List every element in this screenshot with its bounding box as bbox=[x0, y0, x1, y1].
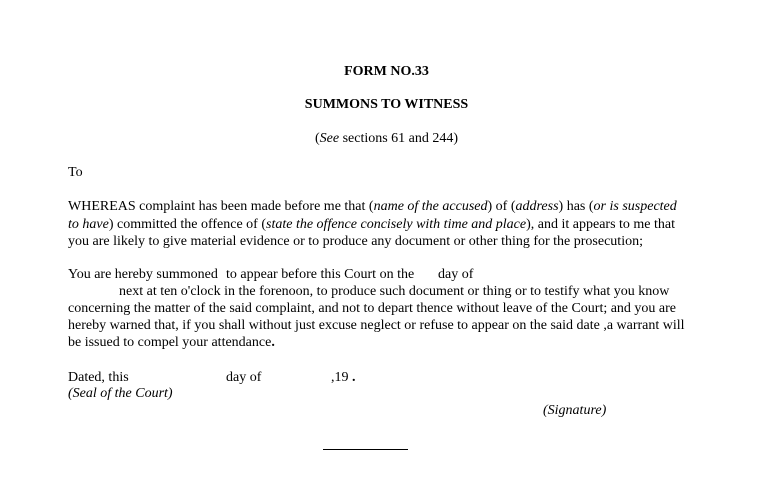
whereas-text-4: ) committed the offence of ( bbox=[108, 217, 267, 232]
whereas-line-3: you are likely to give material evidence or to produce any document or other thing for the prosecution; bbox=[68, 234, 643, 249]
signature bbox=[543, 402, 606, 420]
whereas-line-1 bbox=[68, 198, 677, 216]
dated-year-dot: . bbox=[352, 370, 356, 385]
whereas-italic-accused: name of the accused bbox=[373, 199, 488, 214]
dated-year-text: ,19 bbox=[331, 370, 349, 385]
seal-of-court bbox=[68, 385, 173, 403]
whereas-italic-to-have: to have bbox=[68, 217, 109, 232]
reference-open: ( bbox=[314, 131, 320, 146]
dated-label: Dated, this bbox=[68, 370, 129, 385]
section-reference bbox=[0, 130, 773, 148]
whereas-text-5: ), and it appears to me that bbox=[526, 217, 676, 232]
summons-line-3: concerning the matter of the said complaint, and not to depart thence without leave of the Court; and you are bbox=[68, 301, 677, 316]
reference-see: See bbox=[319, 131, 340, 146]
dated-year bbox=[331, 369, 356, 387]
whereas-italic-suspected: or is suspected bbox=[593, 199, 677, 214]
whereas-text-1: WHEREAS complaint has been made before me that ( bbox=[68, 199, 374, 214]
summons-line-5-text: be issued to compel your attendance bbox=[68, 335, 272, 350]
summons-line-5 bbox=[68, 334, 275, 352]
summons-line-1c: day of bbox=[438, 267, 474, 282]
summons-line-2: next at ten o'clock in the forenoon, to produce such document or thing or to testify what you know bbox=[119, 284, 670, 299]
reference-rest: sections 61 and 244) bbox=[339, 131, 459, 146]
whereas-text-3: ) has ( bbox=[558, 199, 594, 214]
summons-line-5-period: . bbox=[271, 335, 275, 350]
signature-rule bbox=[323, 449, 408, 450]
addressee: To bbox=[68, 165, 83, 180]
form-number: FORM NO.33 bbox=[344, 64, 429, 79]
signature-text: (Signature) bbox=[543, 403, 607, 418]
whereas-italic-offence: state the offence concisely with time and place bbox=[266, 217, 527, 232]
whereas-italic-address: address bbox=[515, 199, 559, 214]
whereas-line-2 bbox=[68, 216, 675, 234]
summons-line-1a: You are hereby summoned bbox=[68, 267, 218, 282]
form-title: SUMMONS TO WITNESS bbox=[304, 97, 469, 112]
seal-text: (Seal of the Court) bbox=[68, 386, 173, 401]
summons-line-1b: to appear before this Court on the bbox=[226, 267, 415, 282]
whereas-text-2: ) of ( bbox=[487, 199, 516, 214]
summons-line-4: hereby warned that, if you shall without just excuse neglect or refuse to appear on the said date ,a warrant will bbox=[68, 318, 685, 333]
dated-day-of: day of bbox=[226, 370, 262, 385]
